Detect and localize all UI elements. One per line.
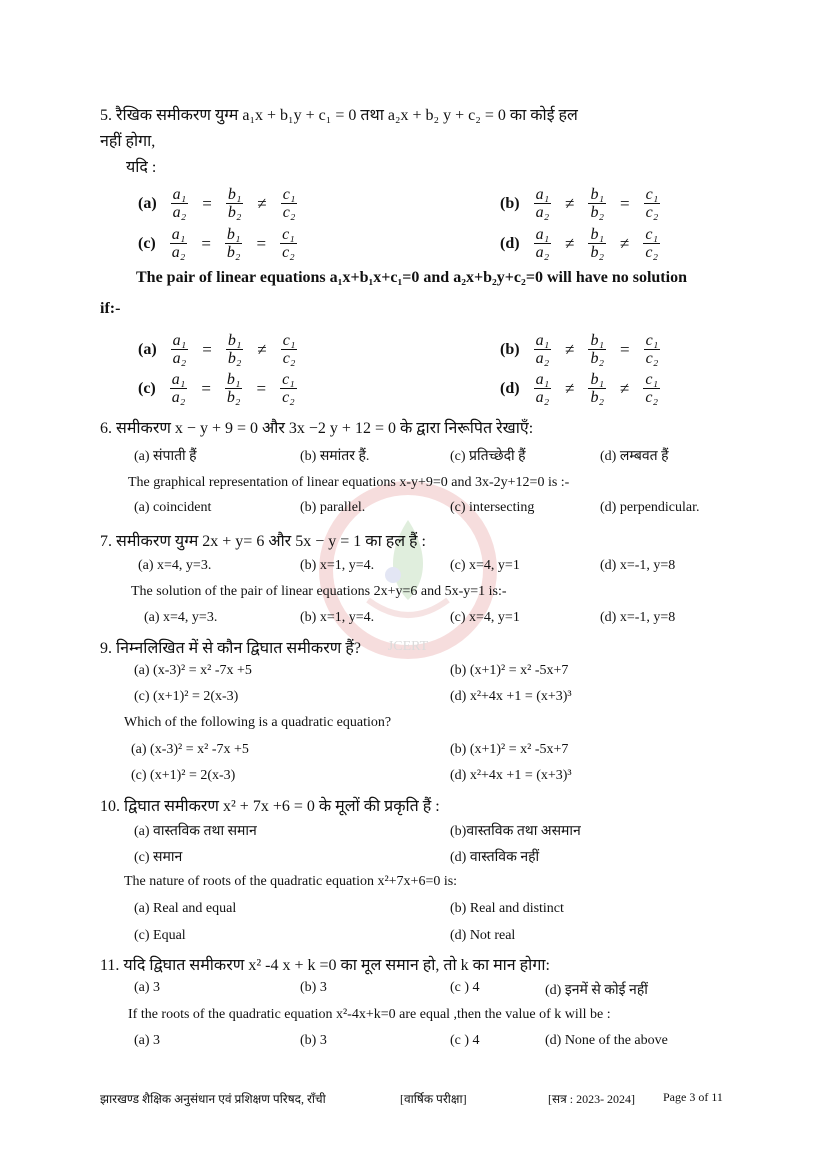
q5-hindi-option-c xyxy=(138,226,301,261)
q9-english-question: Which of the following is a quadratic equation? xyxy=(124,715,392,730)
option-label: (b) xyxy=(500,340,520,358)
q5-english-option-d xyxy=(500,371,664,406)
footer-organization: झारखण्ड शैक्षिक अनुसंधान एवं प्रशिक्षण परिषद, राँची xyxy=(100,1092,326,1106)
relation-symbol: ≠ xyxy=(257,339,267,359)
fraction-numerator: a₁ xyxy=(535,186,550,203)
fraction xyxy=(170,226,188,261)
fraction-numerator: c₁ xyxy=(282,332,296,349)
fraction-denominator: a₂ xyxy=(535,389,550,406)
option-label: (a) xyxy=(138,194,157,212)
q9-english-option-b: (b) (x+1)² = x² -5x+7 xyxy=(450,742,569,757)
fraction-numerator: a₁ xyxy=(172,332,187,349)
fraction-denominator: c₂ xyxy=(645,389,659,406)
q6-hindi-option-c: (c) प्रतिच्छेदी हैं xyxy=(450,449,526,464)
q11-hindi-option-a: (a) 3 xyxy=(134,980,161,995)
q10-hindi-option-b: (b)वास्तविक तथा असमान xyxy=(450,824,581,839)
q11-hindi-option-c: (c ) 4 xyxy=(450,980,480,995)
q10-english-option-b: (b) Real and distinct xyxy=(450,901,564,916)
option-label: (c) xyxy=(138,234,156,252)
fraction xyxy=(588,226,606,261)
fraction-denominator: b₂ xyxy=(590,244,605,261)
fraction-numerator: b₁ xyxy=(226,371,241,388)
q7-hindi-option-b: (b) x=1, y=4. xyxy=(300,558,375,573)
q10-hindi-option-a: (a) वास्तविक तथा समान xyxy=(134,824,257,839)
fraction-denominator: c₂ xyxy=(282,389,295,406)
fraction xyxy=(643,226,660,261)
relation-symbol: = xyxy=(202,193,212,213)
q9-english-option-a: (a) (x-3)² = x² -7x +5 xyxy=(131,742,249,757)
q6-hindi-option-a: (a) संपाती हैं xyxy=(134,449,197,464)
q11-english-option-a: (a) 3 xyxy=(134,1033,161,1048)
fraction-denominator: c₂ xyxy=(282,244,295,261)
fraction-denominator: b₂ xyxy=(590,389,605,406)
q5-hindi-if: यदि : xyxy=(126,159,157,176)
q10-english-option-a: (a) Real and equal xyxy=(134,901,237,916)
fraction-numerator: c₁ xyxy=(645,186,659,203)
footer-exam: [वार्षिक परीक्षा] xyxy=(400,1092,467,1106)
q5-english-option-a xyxy=(138,332,301,367)
relation-symbol: = xyxy=(256,233,267,253)
fraction-numerator: a₁ xyxy=(535,226,550,243)
q10-english-option-d: (d) Not real xyxy=(450,928,516,943)
relation-symbol: ≠ xyxy=(257,193,267,213)
fraction-numerator: c₁ xyxy=(645,226,659,243)
q11-hindi-question: 11. यदि द्विघात समीकरण x² -4 x + k =0 का मूल समान हो, तो k का मान होगा: xyxy=(100,957,550,974)
fraction-numerator: b₁ xyxy=(590,186,605,203)
relation-symbol: ≠ xyxy=(565,233,575,253)
fraction xyxy=(226,186,244,221)
q7-english-option-c: (c) x=4, y=1 xyxy=(450,610,520,625)
q10-english-question: The nature of roots of the quadratic equation x²+7x+6=0 is: xyxy=(124,874,458,889)
fraction-numerator: a₁ xyxy=(535,332,550,349)
fraction xyxy=(644,186,661,221)
relation-symbol: ≠ xyxy=(620,233,630,253)
q9-hindi-option-c: (c) (x+1)² = 2(x-3) xyxy=(134,689,239,704)
fraction xyxy=(588,371,606,406)
q5-hindi-option-d xyxy=(500,226,664,261)
q5-hindi-option-b xyxy=(500,186,664,221)
fraction xyxy=(281,332,298,367)
relation-symbol: ≠ xyxy=(565,193,575,213)
q6-english-option-a: (a) coincident xyxy=(134,500,212,515)
q11-english-option-b: (b) 3 xyxy=(300,1033,327,1048)
relation-symbol: = xyxy=(202,339,212,359)
q9-english-option-c: (c) (x+1)² = 2(x-3) xyxy=(131,768,236,783)
fraction-denominator: a₂ xyxy=(535,350,550,367)
q6-english-option-d: (d) perpendicular. xyxy=(600,500,700,515)
fraction xyxy=(643,371,660,406)
q7-english-option-a: (a) x=4, y=3. xyxy=(144,610,218,625)
q9-hindi-option-b: (b) (x+1)² = x² -5x+7 xyxy=(450,663,569,678)
svg-text:JCERT: JCERT xyxy=(387,639,429,654)
option-label: (b) xyxy=(500,194,520,212)
footer-session: [सत्र : 2023- 2024] xyxy=(548,1092,636,1106)
q5-hindi-line2: नहीं होगा, xyxy=(100,133,156,150)
q11-english-question: If the roots of the quadratic equation x²-4x+k=0 are equal ,then the value of k will be : xyxy=(128,1007,611,1022)
relation-symbol: = xyxy=(201,233,211,253)
q6-english-option-b: (b) parallel. xyxy=(300,500,366,515)
q5-english-line2: if:- xyxy=(100,300,121,317)
q11-hindi-option-d: (d) इनमें से कोई नहीं xyxy=(545,983,648,998)
fraction xyxy=(534,371,552,406)
q11-english-option-c: (c ) 4 xyxy=(450,1033,480,1048)
fraction-denominator: c₂ xyxy=(282,204,296,221)
fraction-denominator: c₂ xyxy=(645,350,659,367)
q7-english-option-d: (d) x=-1, y=8 xyxy=(600,610,676,625)
q7-english-option-b: (b) x=1, y=4. xyxy=(300,610,375,625)
fraction-denominator: a₂ xyxy=(535,204,550,221)
option-label: (a) xyxy=(138,340,157,358)
q5-hindi-line1: 5. रैखिक समीकरण युग्म a₁x + b₁y + c₁ = 0 तथा a₂x + b₂ y + c₂ = 0 का कोई हल xyxy=(100,107,578,124)
fraction xyxy=(588,186,606,221)
fraction xyxy=(534,226,552,261)
q10-english-option-c: (c) Equal xyxy=(134,928,186,943)
fraction-denominator: a₂ xyxy=(171,389,186,406)
q6-english-question: The graphical representation of linear equations x-y+9=0 and 3x-2y+12=0 is :- xyxy=(128,475,570,490)
fraction-denominator: a₂ xyxy=(172,350,187,367)
fraction-numerator: a₁ xyxy=(535,371,550,388)
q9-hindi-option-d: (d) x²+4x +1 = (x+3)³ xyxy=(450,689,572,704)
q11-hindi-option-b: (b) 3 xyxy=(300,980,327,995)
fraction xyxy=(225,371,243,406)
q9-english-option-d: (d) x²+4x +1 = (x+3)³ xyxy=(450,768,572,783)
relation-symbol: ≠ xyxy=(565,339,575,359)
fraction-denominator: c₂ xyxy=(282,350,296,367)
fraction-numerator: c₁ xyxy=(282,226,295,243)
q7-hindi-option-d: (d) x=-1, y=8 xyxy=(600,558,676,573)
fraction-denominator: b₂ xyxy=(227,350,242,367)
option-label: (c) xyxy=(138,379,156,397)
fraction-numerator: c₁ xyxy=(282,371,295,388)
q7-hindi-option-a: (a) x=4, y=3. xyxy=(138,558,212,573)
q6-hindi-question: 6. समीकरण x − y + 9 = 0 और 3x −2 y + 12 = 0 के द्वारा निरूपित रेखाएँ: xyxy=(100,420,534,437)
q6-hindi-option-d: (d) लम्बवत हैं xyxy=(600,449,669,464)
fraction xyxy=(281,186,298,221)
fraction-denominator: b₂ xyxy=(590,350,605,367)
q9-hindi-question: 9. निम्नलिखित में से कौन द्विघात समीकरण हैं? xyxy=(100,640,361,657)
relation-symbol: = xyxy=(620,193,630,213)
relation-symbol: ≠ xyxy=(565,378,575,398)
q10-hindi-option-d: (d) वास्तविक नहीं xyxy=(450,850,540,865)
fraction-denominator: b₂ xyxy=(226,244,241,261)
fraction xyxy=(225,226,243,261)
fraction-denominator: a₂ xyxy=(535,244,550,261)
fraction xyxy=(280,371,297,406)
option-label: (d) xyxy=(500,234,520,252)
fraction-denominator: b₂ xyxy=(590,204,605,221)
fraction-denominator: c₂ xyxy=(645,244,659,261)
q5-english-option-c xyxy=(138,371,301,406)
fraction-numerator: b₁ xyxy=(227,332,242,349)
fraction xyxy=(588,332,606,367)
fraction xyxy=(171,332,189,367)
relation-symbol: = xyxy=(620,339,630,359)
fraction-numerator: a₁ xyxy=(172,186,187,203)
fraction-numerator: b₁ xyxy=(590,332,605,349)
fraction-denominator: a₂ xyxy=(172,204,187,221)
option-label: (d) xyxy=(500,379,520,397)
q7-hindi-question: 7. समीकरण युग्म 2x + y= 6 और 5x − y = 1 का हल हैं : xyxy=(100,533,426,550)
fraction-numerator: c₁ xyxy=(645,371,659,388)
footer-page-number: Page 3 of 11 xyxy=(663,1090,723,1104)
fraction-numerator: c₁ xyxy=(645,332,659,349)
q7-hindi-option-c: (c) x=4, y=1 xyxy=(450,558,520,573)
fraction xyxy=(171,186,189,221)
fraction-denominator: c₂ xyxy=(645,204,659,221)
fraction xyxy=(534,186,552,221)
fraction-numerator: c₁ xyxy=(282,186,296,203)
q10-hindi-question: 10. द्विघात समीकरण x² + 7x +6 = 0 के मूलों की प्रकृति हैं : xyxy=(100,798,440,815)
fraction xyxy=(280,226,297,261)
q5-english-option-b xyxy=(500,332,664,367)
q11-english-option-d: (d) None of the above xyxy=(545,1033,668,1048)
q5-english-line1: The pair of linear equations a₁x+b₁x+c₁=0 and a₂x+b₂y+c₂=0 will have no solution xyxy=(136,269,687,286)
q7-english-question: The solution of the pair of linear equations 2x+y=6 and 5x-y=1 is:- xyxy=(131,584,507,599)
fraction xyxy=(644,332,661,367)
relation-symbol: ≠ xyxy=(620,378,630,398)
relation-symbol: = xyxy=(201,378,211,398)
fraction xyxy=(170,371,188,406)
fraction-numerator: b₁ xyxy=(227,186,242,203)
fraction-denominator: a₂ xyxy=(171,244,186,261)
fraction-numerator: b₁ xyxy=(590,226,605,243)
fraction xyxy=(534,332,552,367)
q5-hindi-option-a xyxy=(138,186,301,221)
fraction-numerator: b₁ xyxy=(226,226,241,243)
fraction-numerator: b₁ xyxy=(590,371,605,388)
relation-symbol: = xyxy=(256,378,267,398)
fraction-numerator: a₁ xyxy=(171,226,186,243)
fraction xyxy=(226,332,244,367)
q10-hindi-option-c: (c) समान xyxy=(134,850,183,865)
q6-english-option-c: (c) intersecting xyxy=(450,500,535,515)
q6-hindi-option-b: (b) समांतर हैं. xyxy=(300,449,370,464)
fraction-numerator: a₁ xyxy=(171,371,186,388)
fraction-denominator: b₂ xyxy=(226,389,241,406)
q9-hindi-option-a: (a) (x-3)² = x² -7x +5 xyxy=(134,663,252,678)
fraction-denominator: b₂ xyxy=(227,204,242,221)
